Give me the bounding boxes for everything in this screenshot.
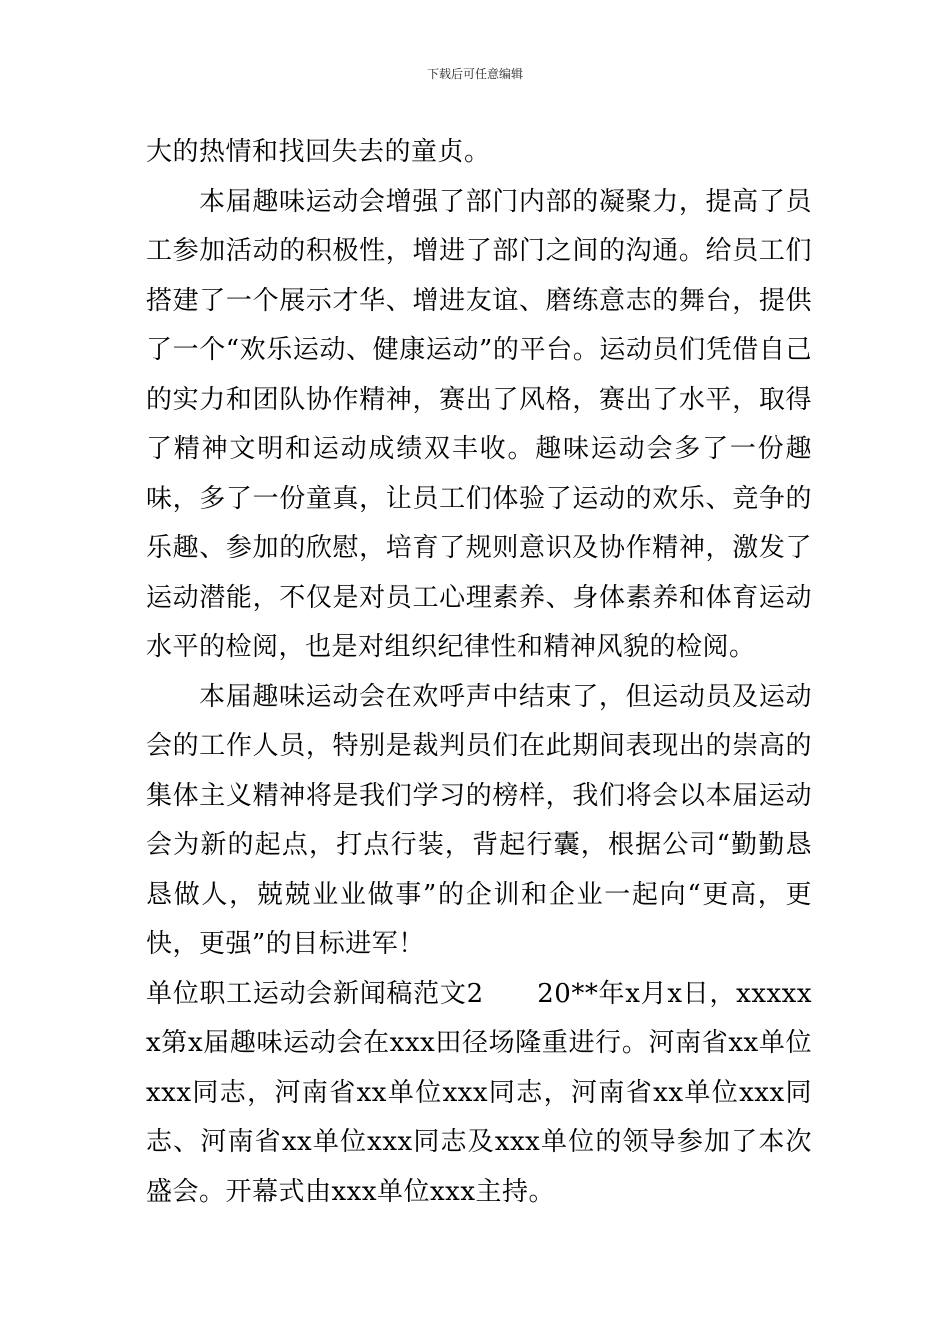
- paragraph-sports-meet-effects: 本届趣味运动会增强了部门内部的凝聚力，提高了员工参加活动的积极性，增进了部门之间的沟通。给员工们搭建了一个展示才华、增进友谊、磨练意志的舞台，提供了一个“欢乐运动、健康运动”的平台。运动员们凭借自己的实力和团队协作精神，赛出了风格，赛出了水平，取得了精神文明和运动成绩双丰收。趣味运动会多了一份趣味，多了一份童真，让员工们体验了运动的欢乐、竞争的乐趣、参加的欣慰，培育了规则意识及协作精神，激发了运动潜能，不仅是对员工心理素养、身体素养和体育运动水平的检阅，也是对组织纪律性和精神风貌的检阅。: [146, 186, 812, 662]
- paragraph-sample-article-2: 单位职工运动会新闻稿范文2 20**年x月x日，xxxxxx第x届趣味运动会在xxx田径场隆重进行。河南省xx单位xxx同志，河南省xx单位xxx同志，河南省xx单位xxx同志、河南省xx单位xxx同志及xxx单位的领导参加了本次盛会。开幕式由xxx单位xxx主持。: [146, 978, 812, 1207]
- paragraph-continuation: 大的热情和找回失去的童贞。: [146, 137, 491, 167]
- document-body: [146, 128, 812, 1217]
- header-note: 下载后可任意编辑: [426, 67, 523, 81]
- paragraph-sports-meet-conclusion: 本届趣味运动会在欢呼声中结束了，但运动员及运动会的工作人员，特别是裁判员们在此期间表现出的崇高的集体主义精神将是我们学习的榜样，我们将会以本届运动会为新的起点，打点行装，背起行囊，根据公司“勤勤恳恳做人，兢兢业业做事”的企训和企业一起向“更高，更快，更强”的目标进军！: [146, 681, 812, 959]
